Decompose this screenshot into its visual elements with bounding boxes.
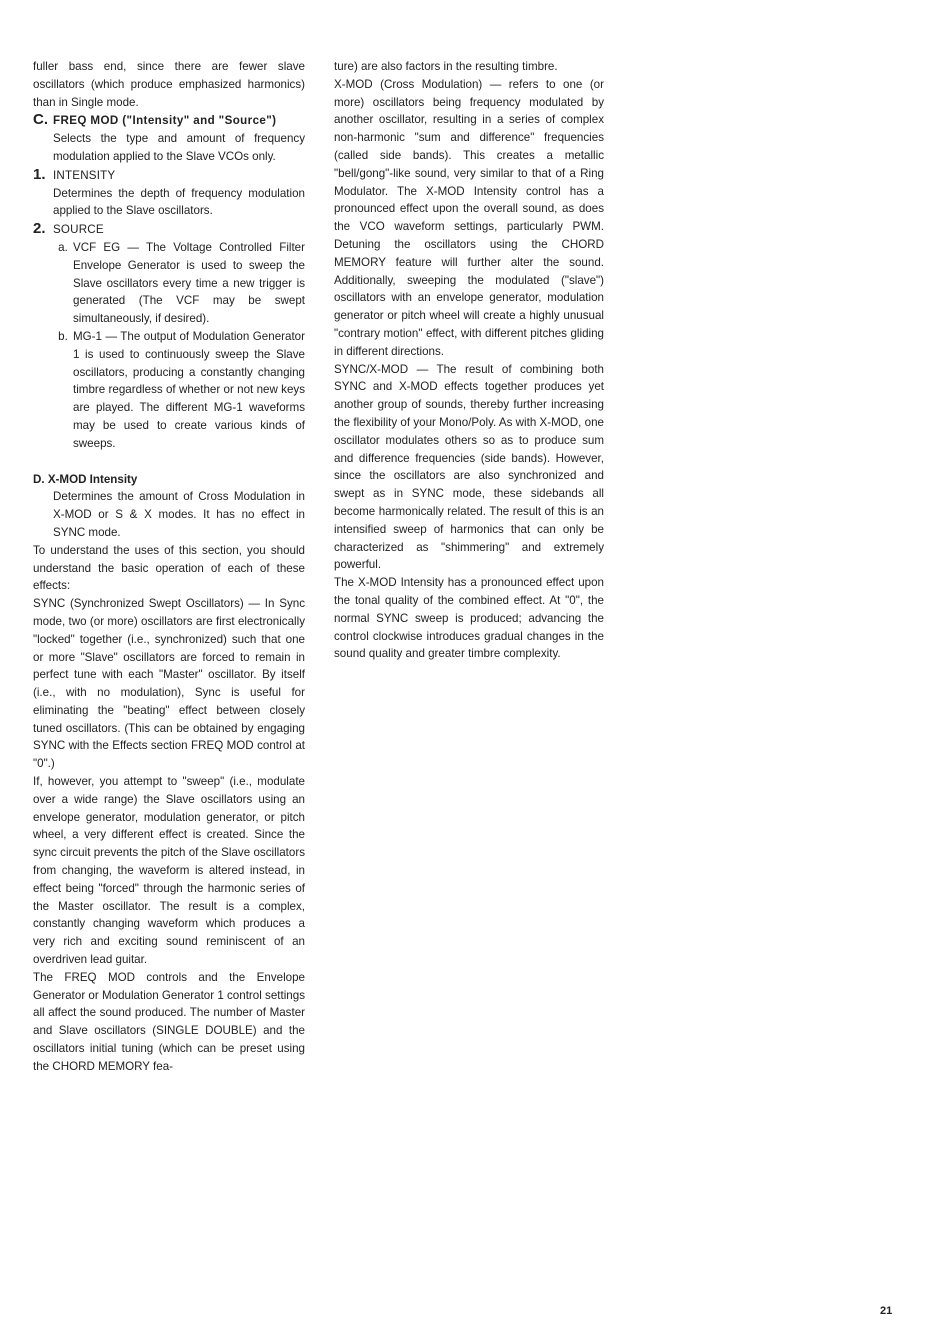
source-item-a-label: a. — [58, 240, 68, 254]
xmod-intensity-paragraph: The X-MOD Intensity has a pronounced effect upon the tonal quality of the combined effect. At "0", the normal SYNC sweep is produced; advancing the control clockwise introduces gradual changes in the sound quality and greater timbre complexity. — [334, 576, 604, 661]
section-c-marker: C. — [33, 111, 48, 129]
left-column — [33, 58, 305, 1076]
continued-paragraph: ture) are also factors in the resulting timbre. — [334, 60, 558, 73]
source-item-b-text: MG-1 — The output of Modulation Generator 1 is used to continuously sweep the Slave oscillators, producing a constantly changing timbre regardless of whether or not new keys are played. The different MG-1 waveforms may be used to create various kinds of sweeps. — [73, 329, 305, 450]
intro-paragraph: fuller bass end, since there are fewer slave oscillators (which produce emphasized harmonics) than in Single mode. — [33, 60, 305, 109]
item-1-body: Determines the depth of frequency modulation applied to the Slave oscillators. — [53, 186, 305, 218]
item-2-heading — [33, 220, 305, 239]
section-c-body: Selects the type and amount of frequency modulation applied to the Slave VCOs only. — [53, 132, 305, 163]
section-d-heading: D. X-MOD Intensity — [33, 472, 138, 486]
section-d-body: Determines the amount of Cross Modulation in X-MOD or S & X modes. It has no effect in SYNC mode. — [53, 490, 305, 539]
item-2-title: SOURCE — [53, 223, 104, 237]
source-item-b — [53, 328, 305, 453]
section-c-title: FREQ MOD ("Intensity" and "Source") — [53, 114, 277, 128]
sync-xmod-paragraph: SYNC/X-MOD — The result of combining both SYNC and X-MOD effects together produces yet another group of sounds, thereby further increasing the flexibility of your Mono/Poly. As with X-MOD, one oscillator modulates others so as to produce sum and difference frequencies (side bands). However, since the oscillators are also synchronized and swept as in SYNC mode, these sidebands all become harmonically related. The result of this is an intensified sweep of harmonics that can only be characterized as "shimmering" and extremely powerful. — [334, 362, 604, 572]
item-1-marker: 1. — [33, 165, 46, 183]
source-item-a — [53, 239, 305, 328]
understand-paragraph: To understand the uses of this section, you should understand the basic operation of each of these effects: — [33, 543, 305, 593]
sweep-paragraph: If, however, you attempt to "sweep" (i.e., modulate over a wide range) the Slave oscillators using an envelope generator, modulation generator, or pitch wheel, a very different effect is created. Since the sync circuit prevents the pitch of the Slave oscillators from changing, the waveform is altered instead, in effect being "forced" through the harmonic series of the Master oscillator. The result is a complex, constantly changing waveform which produces a very rich and exciting sound reminiscent of an overdriven lead guitar. — [33, 775, 305, 967]
source-item-a-text: VCF EG — The Voltage Controlled Filter Envelope Generator is used to sweep the Slave oscillators every time a new trigger is generated (The VCF may be swept simultaneously, if desired). — [73, 240, 305, 326]
right-column — [334, 58, 604, 663]
freq-mod-paragraph: The FREQ MOD controls and the Envelope Generator or Modulation Generator 1 control settings all affect the sound produced. The number of Master and Slave oscillators (SINGLE DOUBLE) and the oscillators initial tuning (which can be preset using the CHORD MEMORY fea- — [33, 970, 305, 1073]
item-1-heading — [33, 166, 305, 185]
sync-paragraph: SYNC (Synchronized Swept Oscillators) — In Sync mode, two (or more) oscillators are first electronically "locked" together (i.e., synchronized) such that one or more "Slave" oscillators are forced to remain in perfect tune with each "Master" oscillator. By itself (i.e., with no modulation), Sync is useful for eliminating the "beating" effect between closely tuned oscillators. (This can be obtained by engaging SYNC with the Effects section FREQ MOD control at "0".) — [33, 597, 305, 771]
xmod-paragraph: X-MOD (Cross Modulation) — refers to one (or more) oscillators being frequency modulated by another oscillator, resulting in a series of complex non-harmonic "sum and difference" frequencies (called side bands). This creates a metallic "bell/gong"-like sound, very similar to that of a Ring Modulator. The X-MOD Intensity control has a pronounced effect upon the overall sound, as does the VCO waveform settings, particularly PWM. Detuning the oscillators using the CHORD MEMORY feature will further alter the sound. Additionally, sweeping the modulated ("slave") oscillators with an envelope generator, modulation generator or pitch wheel will create a highly unusual "contrary motion" effect, with different pitches gliding in different directions. — [334, 77, 604, 358]
item-2-marker: 2. — [33, 220, 46, 238]
page-number: 21 — [880, 1305, 893, 1317]
section-c-heading — [33, 111, 305, 130]
source-item-b-label: b. — [58, 329, 68, 343]
item-1-title: INTENSITY — [53, 168, 116, 182]
